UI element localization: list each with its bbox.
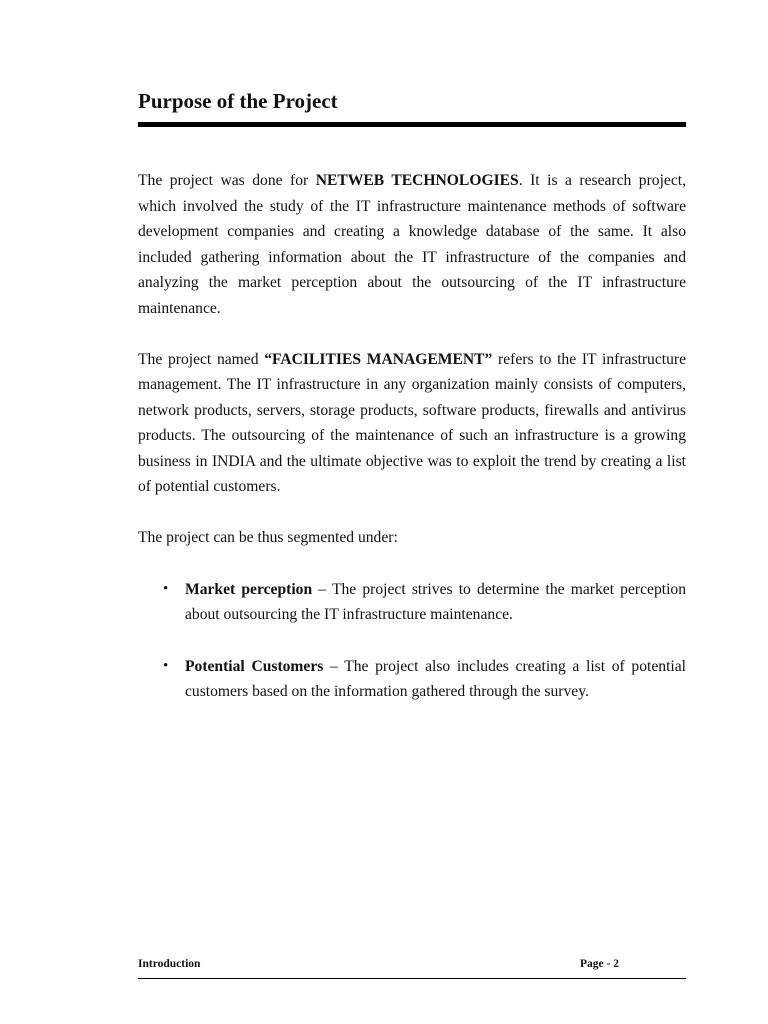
paragraph-segments-intro: The project can be thus segmented under: <box>138 529 398 546</box>
paragraph-purpose <box>138 168 686 321</box>
segment-description: – The project also includes creating a list of potential customers based on the information gathered through the survey. <box>185 657 686 700</box>
segment-term: Market perception <box>185 580 313 598</box>
paragraph-purpose-start: The project was done for <box>138 172 316 189</box>
paragraph-project-rest: refers to the IT infrastructure management. The IT infrastructure in any organization mainly consists of computers, network products, servers, storage products, software products, firewalls and antivirus products. The outsourcing of the maintenance of such an infrastructure is a growing business in INDIA and the ultimate objective was to exploit the trend by creating a list of potential customers. <box>138 350 686 495</box>
document-body <box>138 168 686 731</box>
segment-description: – The project strives to determine the market perception about outsourcing the IT infrastructure maintenance. <box>185 580 686 623</box>
company-name: NETWEB TECHNOLOGIES <box>315 172 519 189</box>
page-footer <box>138 958 686 978</box>
footer-rule <box>138 978 686 979</box>
segment-term: Potential Customers <box>185 657 324 675</box>
title-underline <box>138 122 686 127</box>
page-title: Purpose of the Project <box>138 89 338 113</box>
bullet-icon: • <box>163 657 169 674</box>
list-item-potential-customers <box>138 654 686 705</box>
footer-section-label: Introduction <box>138 958 201 970</box>
paragraph-purpose-rest: . It is a research project, which involved the study of the IT infrastructure maintenance methods of software development companies and creating a knowledge database of the same. It also included gathering information about the IT infrastructure of the companies and analyzing the market perception about the outsourcing of the IT infrastructure maintenance. <box>138 172 686 317</box>
paragraph-project-start: The project named <box>138 350 265 368</box>
project-name: “FACILITIES MANAGEMENT” <box>264 350 493 368</box>
bullet-icon: • <box>163 580 169 597</box>
paragraph-project-name <box>138 347 686 500</box>
list-item-market-perception <box>138 577 686 628</box>
segments-list <box>138 577 686 705</box>
footer-page-number: Page - 2 <box>580 958 619 970</box>
